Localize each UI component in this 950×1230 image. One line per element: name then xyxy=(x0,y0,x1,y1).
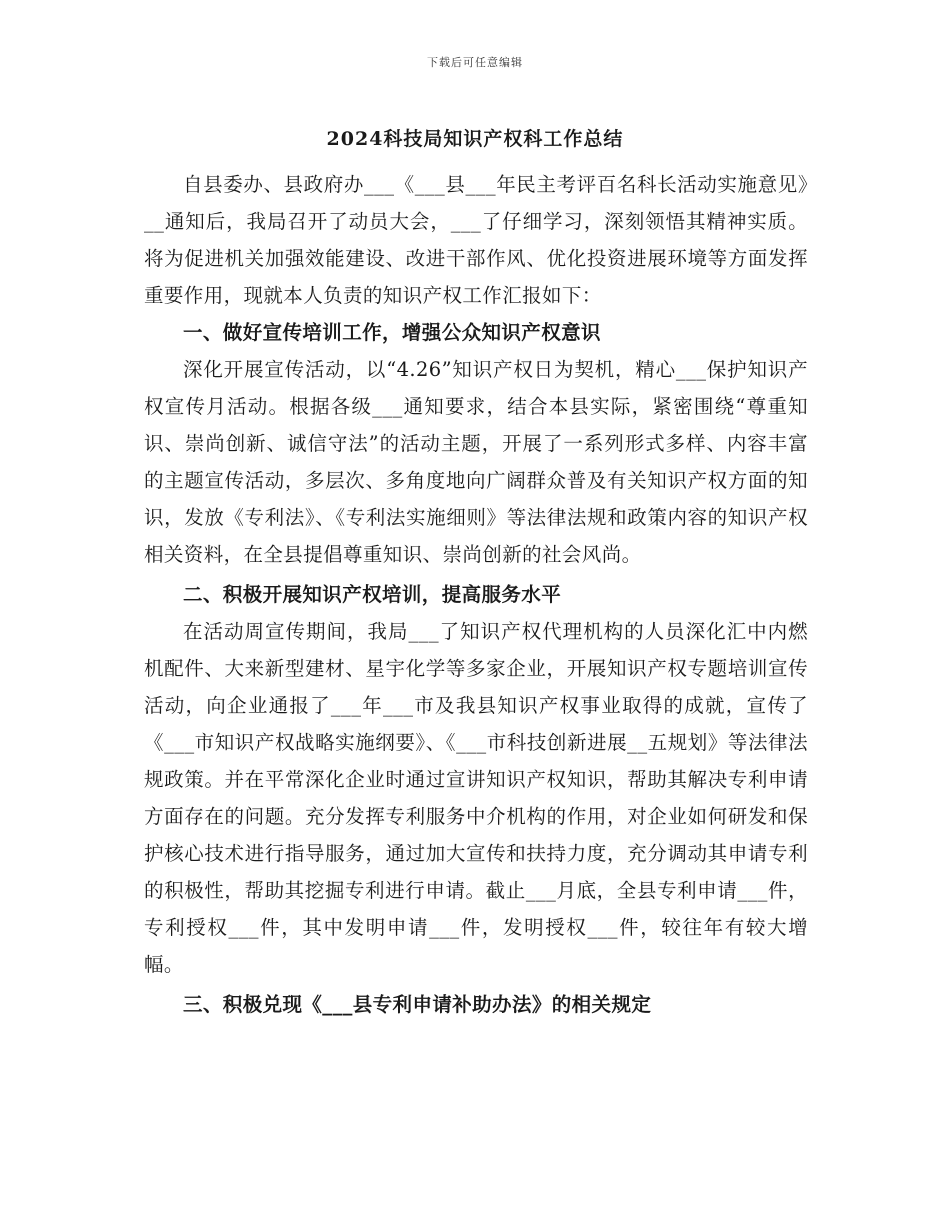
section-heading-3: 三、积极兑现《___县专利申请补助办法》的相关规定 xyxy=(183,993,652,1016)
section-paragraph-1: 深化开展宣传活动，以“4.26”知识产权日为契机，精心___保护知识产权宣传月活动。根据各级___通知要求，结合本县实际，紧密围绕“尊重知识、崇尚创新、诚信守法”的活动主题，开展了一系列形式多样、内容丰富的主题宣传活动，多层次、多角度地向广阔群众普及有关知识产权方面的知识，发放《专利法》、《专利法实施细则》等法律法规和政策内容的知识产权相关资料，在全县提倡尊重知识、崇尚创新的社会风尚。 xyxy=(144,358,808,566)
page-header-note: 下载后可任意编辑 xyxy=(427,56,523,69)
section-heading-1: 一、做好宣传培训工作，增强公众知识产权意识 xyxy=(183,321,601,344)
document-body xyxy=(144,166,808,1023)
section-paragraph-2: 在活动周宣传期间，我局___了知识产权代理机构的人员深化汇中内燃机配件、大来新型建材、星宇化学等多家企业，开展知识产权专题培训宣传活动，向企业通报了___年___市及我县知识产权事业取得的成就，宣传了《___市知识产权战略实施纲要》、《___市科技创新进展__五规划》等法律法规政策。并在平常深化企业时通过宣讲知识产权知识，帮助其解决专利申请方面存在的问题。充分发挥专利服务中介机构的作用，对企业如何研发和保护核心技术进行指导服务，通过加大宣传和扶持力度，充分调动其申请专利的积极性，帮助其挖掘专利进行申请。截止___月底，全县专利申请___件，专利授权___件，其中发明申请___件，发明授权___件，较往年有较大增幅。 xyxy=(144,620,808,976)
section-heading-2: 二、积极开展知识产权培训，提高服务水平 xyxy=(183,583,562,606)
intro-paragraph: 自县委办、县政府办___《___县___年民主考评百名科长活动实施意见》__通知后，我局召开了动员大会，___了仔细学习，深刻领悟其精神实质。将为促进机关加强效能建设、改进干部作风、优化投资进展环境等方面发挥重要作用，现就本人负责的知识产权工作汇报如下： xyxy=(144,173,808,307)
document-title: 2024科技局知识产权科工作总结 xyxy=(326,128,624,150)
